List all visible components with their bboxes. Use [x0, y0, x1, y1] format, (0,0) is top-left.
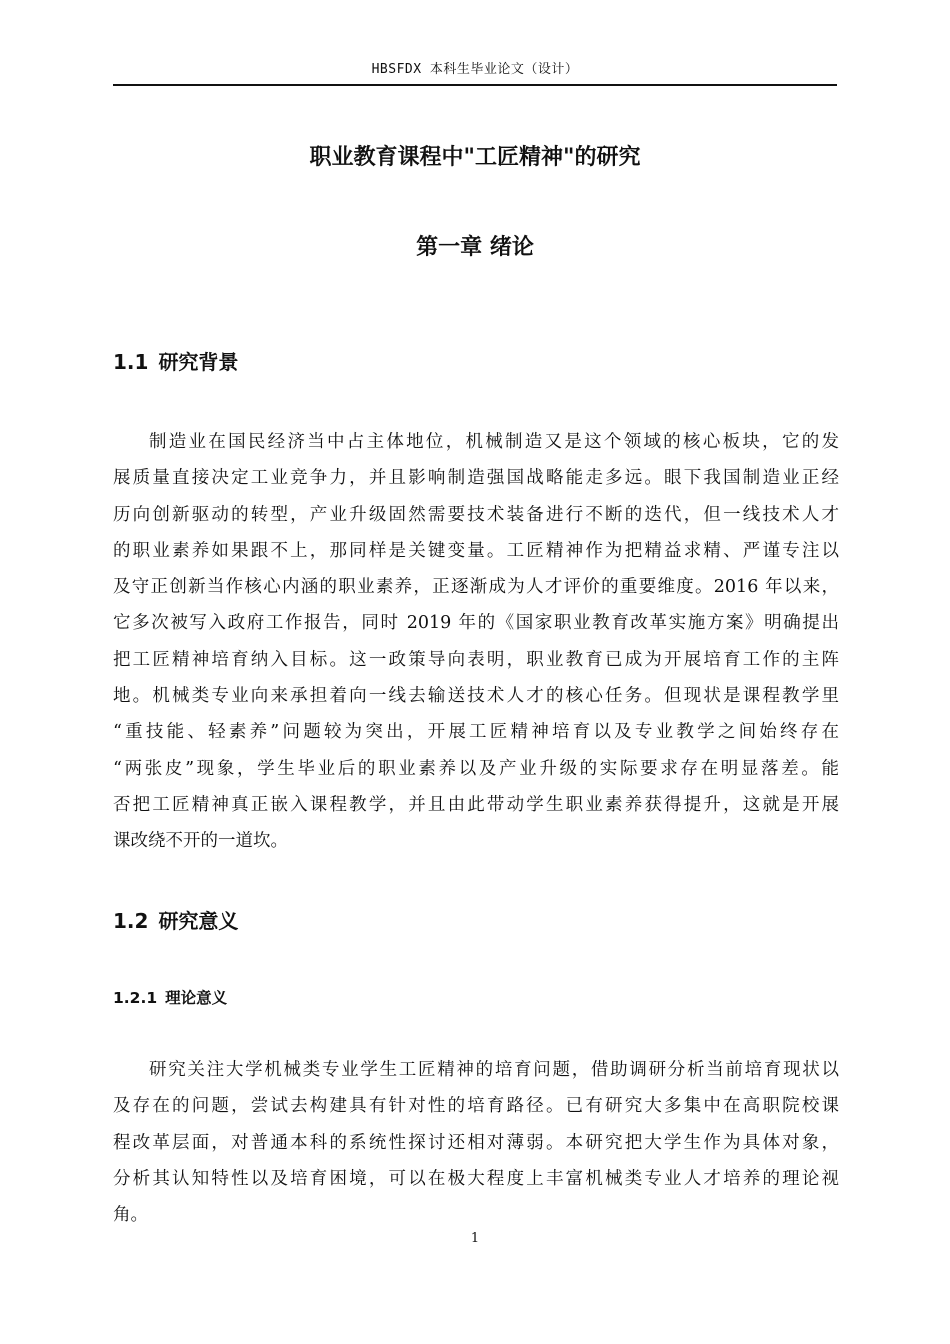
subsection-number: 1.2.1 [113, 989, 158, 1007]
section-heading-1-1 [113, 346, 238, 378]
paragraph-line: 它多次被写入政府工作报告，同时 2019 年的《国家职业教育改革实施方案》明确提出 [113, 613, 839, 634]
paragraph-line: 制造业在国民经济当中占主体地位，机械制造又是这个领域的核心板块，它的发 [149, 432, 839, 452]
paragraph-line: 角。 [113, 1205, 148, 1226]
paragraph-line: 研究关注大学机械类专业学生工匠精神的培育问题，借助调研分析当前培育现状以 [149, 1060, 839, 1080]
paragraph-line: 分析其认知特性以及培育困境，可以在极大程度上丰富机械类专业人才培养的理论视 [113, 1168, 839, 1189]
paragraph-line: 否把工匠精神真正嵌入课程教学，并且由此带动学生职业素养获得提升，这就是开展 [113, 794, 839, 815]
section-number: 1.2 [113, 909, 149, 933]
section-title: 研究意义 [158, 909, 239, 933]
thesis-title: 职业教育课程中"工匠精神"的研究 [309, 145, 641, 170]
paragraph-line: 展质量直接决定工业竞争力，并且影响制造强国战略能走多远。眼下我国制造业正经 [113, 468, 839, 489]
section-title: 研究背景 [158, 350, 239, 374]
subsection-heading-1-2-1 [113, 984, 227, 1012]
header-rule [113, 84, 837, 86]
chapter-title: 第一章 绪论 [416, 235, 534, 260]
paragraph-research-background [113, 424, 839, 860]
paragraph-line: 及存在的问题，尝试去构建具有针对性的培育路径。已有研究大多集中在高职院校课 [113, 1096, 839, 1117]
section-heading-1-2 [113, 905, 238, 937]
paragraph-line: 程改革层面，对普通本科的系统性探讨还相对薄弱。本研究把大学生作为具体对象， [113, 1132, 839, 1153]
paragraph-line: 课改绕不开的一道坎。 [113, 831, 288, 852]
paragraph-line: 及守正创新当作核心内涵的职业素养，正逐渐成为人才评价的重要维度。2016 年以来， [113, 577, 839, 598]
page-number: 1 [470, 1231, 480, 1246]
subsection-title: 理论意义 [165, 989, 228, 1007]
paragraph-line: 的职业素养如果跟不上，那同样是关键变量。工匠精神作为把精益求精、严谨专注以 [113, 540, 839, 561]
paragraph-line: “两张皮”现象，学生毕业后的职业素养以及产业升级的实际要求存在明显落差。能 [113, 758, 839, 779]
paragraph-line: “重技能、轻素养”问题较为突出，开展工匠精神培育以及专业教学之间始终存在 [113, 722, 839, 743]
running-header: HBSFDX 本科生毕业论文（设计） [371, 62, 579, 77]
paragraph-line: 历向创新驱动的转型，产业升级固然需要技术装备进行不断的迭代，但一线技术人才 [113, 504, 839, 525]
paragraph-line: 把工匠精神培育纳入目标。这一政策导向表明，职业教育已成为开展培育工作的主阵 [113, 649, 839, 670]
paragraph-line: 地。机械类专业向来承担着向一线去输送技术人才的核心任务。但现状是课程教学里 [113, 686, 839, 707]
paragraph-theoretical-significance [113, 1052, 839, 1233]
section-number: 1.1 [113, 350, 149, 374]
